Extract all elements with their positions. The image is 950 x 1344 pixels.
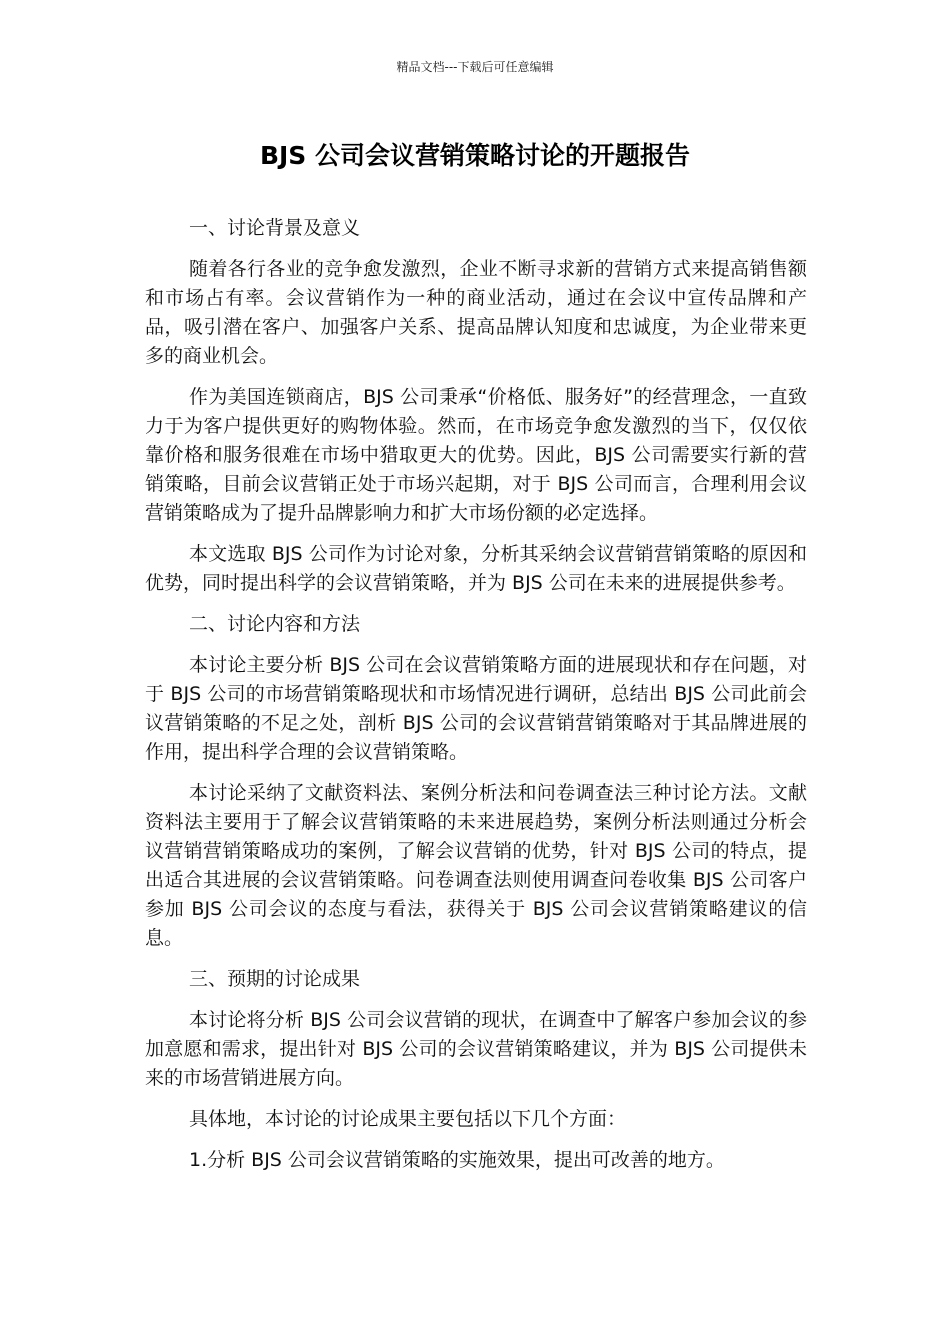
paragraph: 具体地，本讨论的讨论成果主要包括以下几个方面： (189, 1108, 627, 1130)
section-heading-content-methods: 二、讨论内容和方法 (189, 613, 361, 635)
section-heading-expected-results: 三、预期的讨论成果 (189, 968, 361, 990)
paragraph: 随着各行各业的竞争愈发激烈，企业不断寻求新的营销方式来提高销售额和市场占有率。会议营销作为一种的商业活动，通过在会议中宣传品牌和产品，吸引潜在客户、加强客户关系、提高品牌认知度和忠诚度，为企业带来更多的商业机会。 (145, 258, 807, 367)
document-body (145, 214, 807, 1187)
section-heading-background: 一、讨论背景及意义 (189, 217, 361, 239)
page-header: 精品文档---下载后可任意编辑 (396, 60, 554, 74)
paragraph: 本讨论采纳了文献资料法、案例分析法和问卷调查法三种讨论方法。文献资料法主要用于了解会议营销策略的未来进展趋势，案例分析法则通过分析会议营销营销策略成功的案例，了解会议营销的优势，针对 BJS 公司的特点，提出适合其进展的会议营销策略。问卷调查法则使用调查问卷收集 BJS 公司客户参加 BJS 公司会议的态度与看法，获得关于 BJS 公司会议营销策略建议的信息。 (145, 782, 807, 949)
paragraph: 作为美国连锁商店，BJS 公司秉承“价格低、服务好”的经营理念，一直致力于为客户提供更好的购物体验。然而，在市场竞争愈发激烈的当下，仅仅依靠价格和服务很难在市场中猎取更大的优势。因此，BJS 公司需要实行新的营销策略，目前会议营销正处于市场兴起期，对于 BJS 公司而言，合理利用会议营销策略成为了提升品牌影响力和扩大市场份额的必定选择。 (145, 386, 807, 524)
document-title: BJS 公司会议营销策略讨论的开题报告 (259, 141, 691, 170)
paragraph: 本文选取 BJS 公司作为讨论对象，分析其采纳会议营销营销策略的原因和优势，同时提出科学的会议营销策略，并为 BJS 公司在未来的进展提供参考。 (145, 543, 807, 594)
paragraph: 本讨论将分析 BJS 公司会议营销的现状，在调查中了解客户参加会议的参加意愿和需求，提出针对 BJS 公司的会议营销策略建议，并为 BJS 公司提供未来的市场营销进展方向。 (145, 1009, 807, 1089)
list-item: 1.分析 BJS 公司会议营销策略的实施效果，提出可改善的地方。 (189, 1149, 725, 1171)
paragraph: 本讨论主要分析 BJS 公司在会议营销策略方面的进展现状和存在问题，对于 BJS 公司的市场营销策略现状和市场情况进行调研，总结出 BJS 公司此前会议营销策略的不足之处，剖析 BJS 公司的会议营销营销策略对于其品牌进展的作用，提出科学合理的会议营销策略。 (145, 654, 807, 763)
